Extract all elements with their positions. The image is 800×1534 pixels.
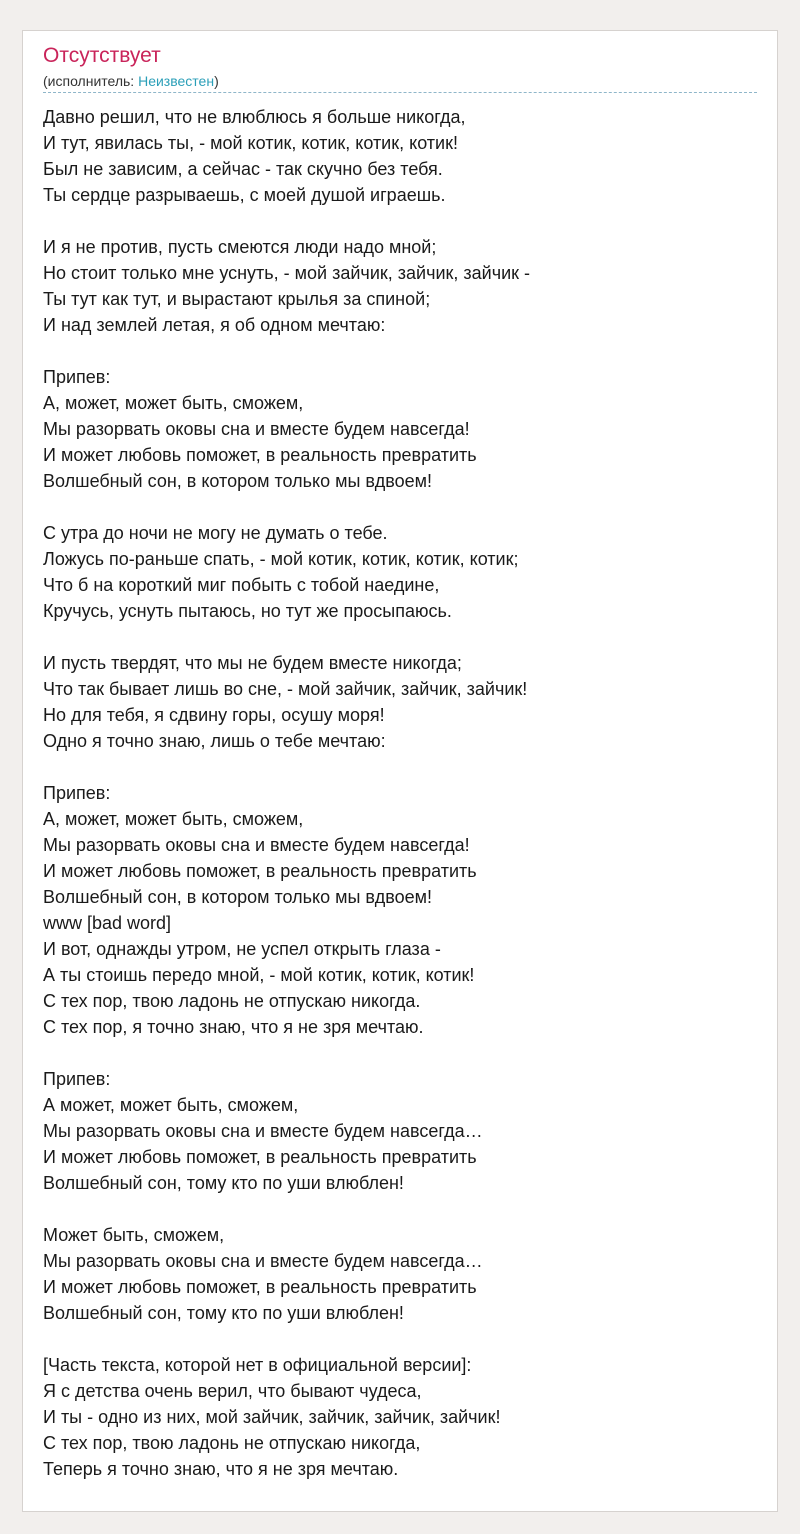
lyric-line: И над землей летая, я об одном мечтаю: xyxy=(43,315,386,335)
lyric-line: И может любовь поможет, в реальность превратить xyxy=(43,1147,477,1167)
stanza-break xyxy=(43,1196,767,1222)
lyric-line: Припев: xyxy=(43,783,111,803)
lyric-line: Был не зависим, а сейчас - так скучно без тебя. xyxy=(43,159,443,179)
lyric-line: Что так бывает лишь во сне, - мой зайчик, зайчик, зайчик! xyxy=(43,679,528,699)
lyric-line: И я не против, пусть смеются люди надо мной; xyxy=(43,237,437,257)
artist-prefix: (исполнитель: xyxy=(43,73,139,89)
stanza-break xyxy=(43,208,767,234)
lyric-line: Давно решил, что не влюблюсь я больше никогда, xyxy=(43,107,466,127)
lyric-line: www [bad word] xyxy=(43,913,172,933)
lyric-line: Что б на короткий миг побыть с тобой наедине, xyxy=(43,575,440,595)
lyric-line: С тех пор, твою ладонь не отпускаю никогда. xyxy=(43,991,421,1011)
lyric-line: Мы разорвать оковы сна и вместе будем навсегда… xyxy=(43,1121,483,1141)
lyrics-text xyxy=(43,104,767,1482)
lyrics-card xyxy=(22,30,778,1512)
lyric-line: Кручусь, уснуть пытаюсь, но тут же просыпаюсь. xyxy=(43,601,452,621)
lyric-line: И ты - одно из них, мой зайчик, зайчик, зайчик, зайчик! xyxy=(43,1407,501,1427)
lyric-line: И может любовь поможет, в реальность превратить xyxy=(43,861,477,881)
lyric-line: Мы разорвать оковы сна и вместе будем навсегда! xyxy=(43,835,470,855)
lyric-line: Может быть, сможем, xyxy=(43,1225,225,1245)
lyric-line: С тех пор, твою ладонь не отпускаю никогда, xyxy=(43,1433,421,1453)
artist-link[interactable]: Неизвестен xyxy=(138,73,215,89)
lyric-line: И пусть твердят, что мы не будем вместе никогда; xyxy=(43,653,462,673)
artist-suffix: ) xyxy=(214,73,219,89)
lyric-line: Но стоит только мне уснуть, - мой зайчик, зайчик, зайчик - xyxy=(43,263,530,283)
lyric-line: Припев: xyxy=(43,1069,111,1089)
stanza-break xyxy=(43,494,767,520)
lyric-line: Ты тут как тут, и вырастают крылья за спиной; xyxy=(43,289,431,309)
stanza-break xyxy=(43,1040,767,1066)
lyric-line: Волшебный сон, тому кто по уши влюблен! xyxy=(43,1173,404,1193)
song-title: Отсутствует xyxy=(43,44,161,67)
song-header xyxy=(43,43,757,93)
lyric-line: Мы разорвать оковы сна и вместе будем навсегда… xyxy=(43,1251,483,1271)
lyric-line: И может любовь поможет, в реальность превратить xyxy=(43,1277,477,1297)
stanza-break xyxy=(43,338,767,364)
lyric-line: Мы разорвать оковы сна и вместе будем навсегда! xyxy=(43,419,470,439)
lyric-line: Но для тебя, я сдвину горы, осушу моря! xyxy=(43,705,385,725)
lyric-line: [Часть текста, которой нет в официальной версии]: xyxy=(43,1355,472,1375)
lyric-line: С утра до ночи не могу не думать о тебе. xyxy=(43,523,388,543)
lyric-line: Теперь я точно знаю, что я не зря мечтаю. xyxy=(43,1459,399,1479)
lyric-line: Волшебный сон, в котором только мы вдвоем! xyxy=(43,887,433,907)
lyric-line: А может, может быть, сможем, xyxy=(43,1095,299,1115)
lyric-line: Одно я точно знаю, лишь о тебе мечтаю: xyxy=(43,731,386,751)
lyric-line: Я с детства очень верил, что бывают чудеса, xyxy=(43,1381,422,1401)
lyric-line: И вот, однажды утром, не успел открыть глаза - xyxy=(43,939,441,959)
lyric-line: А, может, может быть, сможем, xyxy=(43,393,304,413)
stanza-break xyxy=(43,1326,767,1352)
artist-line xyxy=(43,72,757,93)
lyric-line: И может любовь поможет, в реальность превратить xyxy=(43,445,477,465)
stanza-break xyxy=(43,754,767,780)
stanza-break xyxy=(43,624,767,650)
lyric-line: Ты сердце разрываешь, с моей душой играешь. xyxy=(43,185,446,205)
lyric-line: Припев: xyxy=(43,367,111,387)
lyric-line: С тех пор, я точно знаю, что я не зря мечтаю. xyxy=(43,1017,424,1037)
lyric-line: Ложусь по-раньше спать, - мой котик, котик, котик, котик; xyxy=(43,549,519,569)
lyric-line: Волшебный сон, в котором только мы вдвоем! xyxy=(43,471,433,491)
lyric-line: Волшебный сон, тому кто по уши влюблен! xyxy=(43,1303,404,1323)
lyric-line: А ты стоишь передо мной, - мой котик, котик, котик! xyxy=(43,965,475,985)
lyric-line: А, может, может быть, сможем, xyxy=(43,809,304,829)
lyric-line: И тут, явилась ты, - мой котик, котик, котик, котик! xyxy=(43,133,458,153)
